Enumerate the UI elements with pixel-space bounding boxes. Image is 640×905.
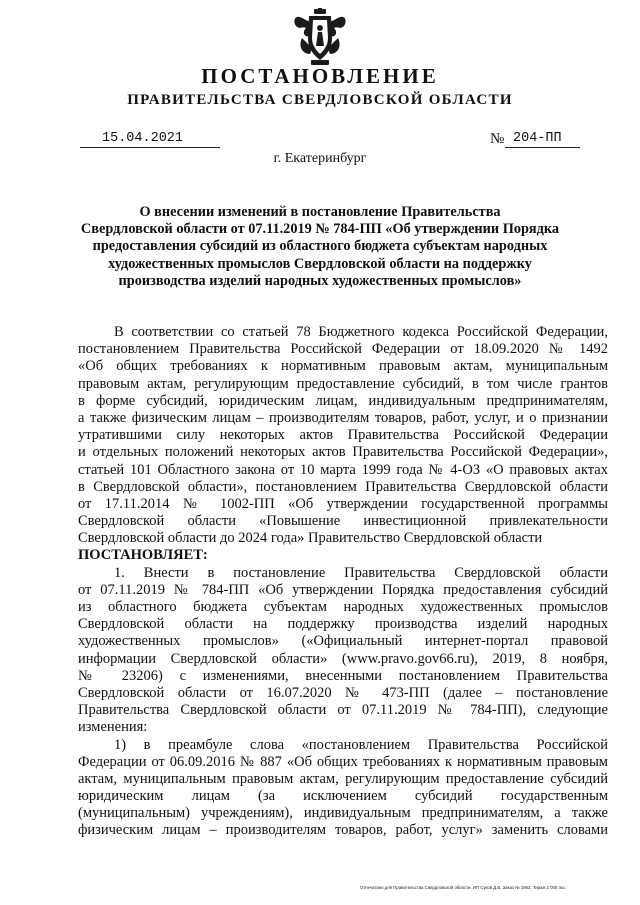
body-line: в Свердловской области», постановлением Правительства Свердловской области: [78, 478, 608, 495]
subject-line: Свердловской области от 07.11.2019 № 784-ПП «Об утверждении Порядка: [80, 221, 560, 238]
city: г. Екатеринбург: [273, 151, 367, 166]
body-line: Свердловской области от 16.07.2020 № 473-ПП (далее – постановление: [78, 684, 608, 701]
print-footer: Отпечатано для Правительства Свердловской области. ИП Суков Д.В. Заказ № 1963. Тираж 2 000 экз.: [360, 885, 566, 890]
body-line: юридическим лицам (за исключением субсидий государственным: [78, 788, 608, 805]
subject-line: О внесении изменений в постановление Правительства: [139, 204, 501, 220]
subject-line: производства изделий народных художественных промыслов»: [118, 272, 522, 289]
body-line: изменения:: [78, 719, 148, 736]
document-date: 15.04.2021: [80, 131, 220, 148]
body-line: из областного бюджета субъектам народных художественных промыслов: [78, 599, 608, 615]
body-line: утратившими силу некоторых актов Правительства Российской Федерации: [78, 427, 608, 444]
body-line: от 07.11.2019 № 784-ПП «Об утверждении Порядка предоставления субсидий: [78, 581, 608, 598]
body-line: Правительства Свердловской области от 07.11.2019 № 784-ПП), следующие: [78, 702, 608, 719]
body-line: (муниципальным) учреждениям), индивидуальным предпринимателям, а также: [78, 805, 608, 822]
document-title: ПОСТАНОВЛЕНИЕ: [201, 64, 439, 88]
body-line: и отдельных положений некоторых актов Правительства Российской Федерации»,: [78, 444, 608, 461]
document-subject: [60, 204, 580, 290]
body-line: статьей 101 Областного закона от 10 марта 1999 года № 4-ОЗ «О правовых актах: [78, 461, 608, 478]
body-line: физическим лицам – производителям товаров, работ, услуг» заменить словами: [78, 822, 608, 839]
coat-of-arms-icon: [292, 8, 348, 66]
body-line: в форме субсидий, юридическим лицам, индивидуальным предпринимателям,: [78, 392, 608, 409]
document-number: 204-ПП: [505, 131, 580, 148]
subject-line: художественных промыслов Свердловской области на поддержку: [108, 255, 532, 272]
body-line: актам, муниципальным правовым актам, регулирующим предоставление субсидий: [78, 770, 608, 787]
body-line: Свердловской области на поддержку производства изделий народных: [78, 616, 608, 633]
body-line: «Об общих требованиях к нормативным правовым актам, муниципальным: [78, 358, 608, 375]
subject-line: предоставления субсидий из областного бюджета субъектам народных: [92, 238, 548, 255]
body-line: Свердловской области до 2024 года» Правительство Свердловской области: [78, 530, 543, 547]
body-line: Свердловской области «Повышение инвестиционной привлекательности: [78, 513, 608, 530]
resolution-heading: ПОСТАНОВЛЯЕТ:: [78, 547, 208, 564]
body-line: 1. Внести в постановление Правительства Свердловской области: [114, 564, 608, 581]
body-line: 1) в преамбуле слова «постановлением Правительства Российской: [114, 736, 608, 753]
body-line: а также физическим лицам – производителям товаров, работ, услуг, и о признании: [78, 409, 608, 426]
number-label: №: [490, 131, 505, 147]
body-line: художественных промыслов» («Официальный интернет-портал правовой: [78, 633, 608, 650]
body-line: Федерации от 06.09.2016 № 887 «Об общих требованиях к нормативным правовым: [78, 753, 608, 770]
document-body: [78, 324, 608, 840]
body-line: правовым актам, регулирующим предоставление субсидий, в том числе грантов: [78, 375, 608, 392]
body-line: от 17.11.2014 № 1002-ПП «Об утверждении государственной программы: [78, 495, 608, 512]
body-line: информации Свердловской области» (www.pravo.gov66.ru), 2019, 8 ноября,: [78, 650, 608, 667]
body-line: постановлением Правительства Российской Федерации от 18.09.2020 № 1492: [78, 341, 608, 358]
document-subtitle: ПРАВИТЕЛЬСТВА СВЕРДЛОВСКОЙ ОБЛАСТИ: [127, 92, 513, 108]
body-line: № 23206) с изменениями, внесенными постановлением Правительства: [78, 667, 608, 684]
body-line: В соответствии со статьей 78 Бюджетного кодекса Российской Федерации,: [114, 324, 608, 340]
